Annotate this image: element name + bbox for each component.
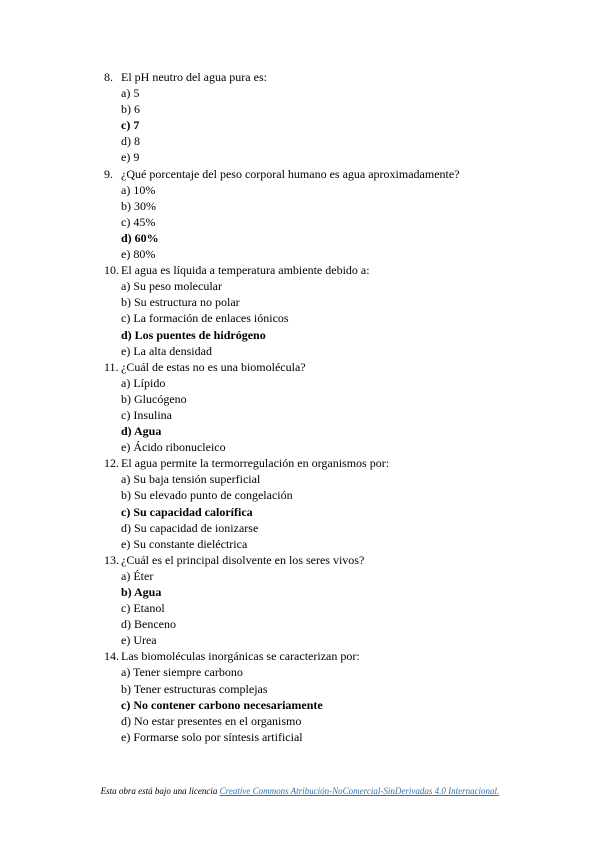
answer-option: b) Su elevado punto de congelación <box>121 488 293 503</box>
question-number: 8. <box>104 70 113 84</box>
question-13 <box>104 552 574 568</box>
question-8 <box>104 69 574 85</box>
answer-option: a) Su baja tensión superficial <box>121 472 261 487</box>
license-prefix: Esta obra está bajo una licencia <box>100 786 220 796</box>
answer-option: b) 30% <box>121 198 156 213</box>
question-text: El agua permite la termorregulación en organismos por: <box>121 456 390 471</box>
answer-option: e) 9 <box>121 150 140 165</box>
answer-option: a) Éter <box>121 568 154 583</box>
answer-option: d) Benceno <box>121 617 176 632</box>
answer-option: d) 8 <box>121 134 140 149</box>
answer-option: a) 10% <box>121 182 156 197</box>
correct-answer-option: c) 7 <box>121 118 140 133</box>
correct-answer-option: c) Su capacidad calorífica <box>121 504 253 519</box>
answer-option: e) 80% <box>121 247 156 262</box>
answer-option: b) Su estructura no polar <box>121 295 240 310</box>
question-list <box>104 69 574 745</box>
question-number: 10. <box>104 263 119 278</box>
answer-option: b) Glucógeno <box>121 391 187 406</box>
answer-option: e) Formarse solo por síntesis artificial <box>121 729 303 744</box>
answer-option: e) Urea <box>121 633 157 648</box>
question-11 <box>104 359 574 375</box>
question-text: El pH neutro del agua pura es: <box>121 70 267 84</box>
answer-option: e) La alta densidad <box>121 343 212 358</box>
correct-answer-option: b) Agua <box>121 585 162 599</box>
answer-option: a) 5 <box>121 86 140 101</box>
answer-option: b) 6 <box>121 102 140 117</box>
answer-option: c) La formación de enlaces iónicos <box>121 311 289 326</box>
question-number: 12. <box>104 456 119 471</box>
answer-option: c) Insulina <box>121 407 172 422</box>
answer-option: e) Su constante dieléctrica <box>121 536 248 551</box>
question-number: 14. <box>104 649 119 664</box>
question-number: 9. <box>104 166 113 181</box>
license-link[interactable]: Creative Commons Atribución-NoComercial-SinDerivadas 4.0 Internacional. <box>219 786 500 796</box>
license-footer <box>0 786 600 796</box>
answer-option: a) Su peso molecular <box>121 279 222 294</box>
question-9 <box>104 166 574 182</box>
answer-option: c) 45% <box>121 214 156 229</box>
correct-answer-option: d) Agua <box>121 424 162 439</box>
answer-option: a) Lípido <box>121 375 166 390</box>
correct-answer-option: d) Los puentes de hidrógeno <box>121 327 266 342</box>
question-number: 11. <box>104 359 119 374</box>
answer-option: a) Tener siempre carbono <box>121 665 243 680</box>
answer-option: e) Ácido ribonucleico <box>121 440 226 455</box>
question-12 <box>104 455 574 471</box>
question-text: ¿Qué porcentaje del peso corporal humano es agua aproximadamente? <box>121 166 460 181</box>
question-text: ¿Cuál de estas no es una biomolécula? <box>121 359 306 374</box>
question-14 <box>104 648 574 664</box>
question-10 <box>104 262 574 278</box>
question-text: Las biomoléculas inorgánicas se caracterizan por: <box>121 649 360 664</box>
answer-option: b) Tener estructuras complejas <box>121 681 268 696</box>
answer-option: d) No estar presentes en el organismo <box>121 713 302 728</box>
question-text: ¿Cuál es el principal disolvente en los seres vivos? <box>121 552 365 567</box>
correct-answer-option: d) 60% <box>121 230 159 245</box>
answer-option: d) Su capacidad de ionizarse <box>121 520 259 535</box>
question-text: El agua es líquida a temperatura ambiente debido a: <box>121 263 370 278</box>
question-number: 13. <box>104 552 119 567</box>
answer-option: c) Etanol <box>121 601 165 616</box>
correct-answer-option: c) No contener carbono necesariamente <box>121 697 323 712</box>
